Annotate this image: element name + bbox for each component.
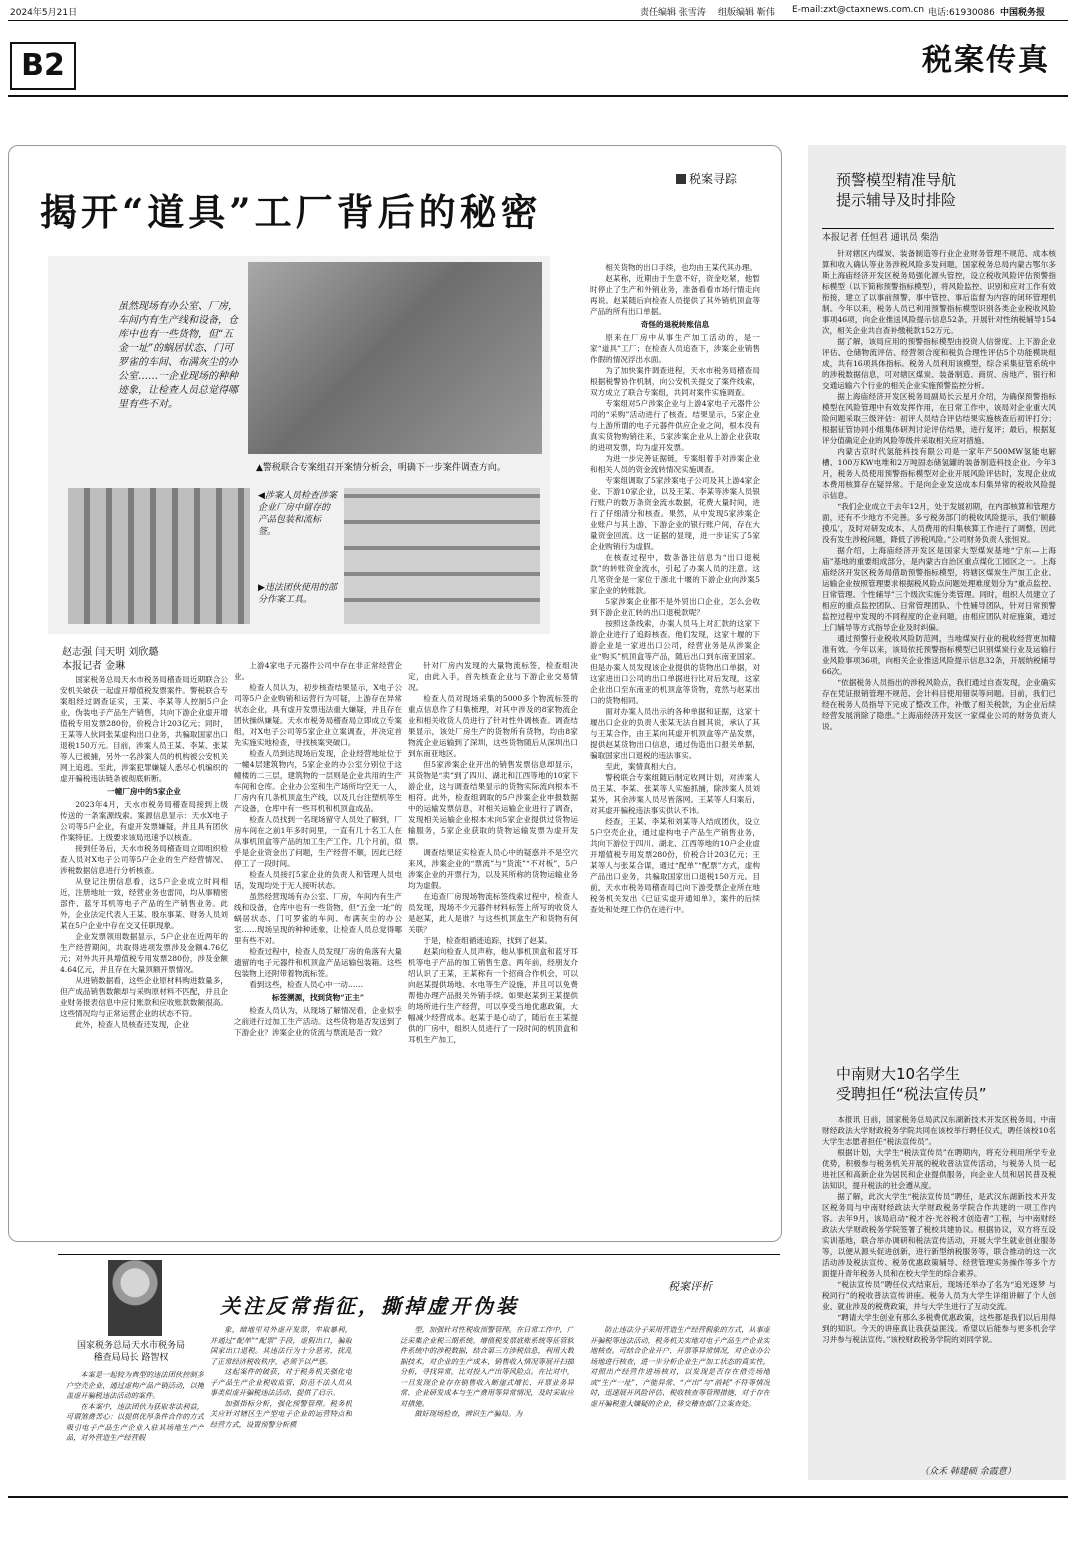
commentary-column-2: [210, 1325, 352, 1482]
pull-quote: 虽然现场有办公室、厂房，车间内有生产线和设备，仓库中也有一些货物，但“五金一址”的蜗居状态、门可罗雀的车间、布满灰尘的办公室……一企业现场的种种迹象，让检查人员总觉得哪里有些不对。: [118, 301, 238, 410]
main-column-4: [590, 262, 760, 1234]
paragraph: 面对办案人员出示的各种单据和证据，这家十堰出口企业的负责人张某无法自圆其说，承认了其与王某合作，由王某向其虚开机顶盒等产品发票，提供赵某货物出口信息，通过伪造出口报关单据，骗取国家出口退税的违法事实。: [590, 707, 760, 760]
commentary-column-1: [66, 1370, 204, 1482]
caption-meeting: ▲警税联合专案组召开案情分析会，明确下一步案件调查方向。: [256, 463, 506, 473]
paragraph: 在本案中，违法团伙为获取非法利益，可谓煞费苦心：以提供优厚条件合作的方式吸引电子产品生产企业入驻其场地生产产品，对外营造生产经营假: [66, 1401, 204, 1442]
paragraph: 内蒙古京时代氢能科技有限公司是一家年产500MW氢能电解槽、100万KW电堆和2万吨固态储氢罐的装备制造科技企业。今年3月，税务人员使用预警指标模型对企业开展风险评估时，发现企业成本费用核算存在疑异常。于是向企业发送成本归集异常的税收风险提示信息。: [822, 447, 1056, 500]
main-column-3: [408, 660, 578, 1234]
paragraph: 防止违法分子采用营造生产经营假象的方式，从事虚开骗税等违法活动，税务机关实地对电子产品生产企业实地核查。可结合企业开户、开票等异常情况，对企业办公场地进行核查，进一步分析企业生产加工状态的真实性，对照出产经营作进场核对，以发现是否存在借壳场地或“生产一址”，产能异常、“产出”与“消耗”不符等情况时，迅速展开风险评估、税收核查等管理措施，对于存在虚开骗税重大嫌疑的企业，移交稽查部门立案查处。: [590, 1325, 770, 1408]
paragraph: 虽然经营现场有办公室、厂房，车间内有生产线和设备，仓库中也有一些货物，但“五金一址”的蜗居状态、门可罗雀的车间、布满灰尘的办公室……现场呈现的种种迹象，让检查人员总觉得哪里有些不对。: [234, 892, 402, 945]
paragraph: 从登记注册信息看，这5户企业成立时间相近，注册地址一致，经营业务也雷同，均从事精密部件、蓝牙耳机等电子产品的生产销售业务。此外，企业法定代表人王某、殷东事某、财务人员刘某在5户企业中存在交叉任职现象。: [60, 877, 228, 930]
sidebar-story2-body: [822, 1114, 1056, 1464]
subheading: 一幢厂房中的5家企业: [107, 787, 181, 796]
paragraph: 针对厂房内发现的大量物流标签，检查组决定，由此入手，首先核查企业与下游企业交易情况。: [408, 661, 578, 692]
paragraph: 专案组调取了5家涉案电子公司及其上游4家企业、下游10家企业，以及王某、李某等涉案人员银行账户的数万条资金流水数据，花费大量时间，进行了仔细清分和核查。果然，从中发现5家涉案企业账户与其上游、下游企业的银行账户间，存在大量资金回流。这一证据的显现，进一步证实了5家企业购销行为虚假。: [590, 476, 760, 551]
paragraph: 看到这些，检查人员心中一动……: [249, 980, 364, 989]
paragraph: 检查人员认为，初步核查结果显示，X电子公司等5户企业购销和运营行为可疑，上游存在异常状态企业，具有虚开发票违法重大嫌疑，并且存在团伙操纵嫌疑。天水市税务局稽查局立即成立专案组，对X电子公司等5家企业立案调查，并决定首先实施实地检查，寻找核案突破口。: [234, 683, 402, 747]
paragraph: 调查结果证实检查人员心中的疑惑并不是空穴来风，涉案企业的“票流”与“货流”“不对板”，5户涉案企业的开票行为，以及其所称的货物运输业务均为虚假。: [408, 848, 578, 890]
paragraph: 针对辖区内煤炭、装备制造等行业企业财务管理不规范、成本核算和收入确认等业务涉税风险多发问题，国家税务总局内蒙古鄂尔多斯上海庙经济开发区税务局强化源头管控，设立税收风险评估预警指标模型（以下简称预警指标模型），将风险监控、识别和应对工作有效衔接，建立了以事前预警、事中管控、事后监督为内容的闭环管理机制。今年以来，税务人员已利用预警指标模型识别各类企业税收风险事项46项，向企业推送风险提示信息52条，开展针对性纳税辅导154次，相关企业共自查补缴税款152万元。: [822, 249, 1056, 335]
paragraph: 据上海庙经济开发区税务局副局长云星月介绍，为确保预警指标模型在风险管理中有效发挥作用，在日常工作中，该局对企业重大风险问题采取三级评估：初评人员结合评估结果实施核查后初评打分；根据征管协同小组集体研判讨论评估结果，进行复评；最后，根据复评分值确定企业的风险等级并采取相关应对措施。: [822, 392, 1056, 445]
paragraph: 从进销数据看，这些企业原材料购进数量多，但产成品销售数额却与采购原材料不匹配，并且企业财务报表信息中应付账款和应收账款数额很高。这些情况均与正常运营企业的状态不符。: [60, 976, 228, 1018]
paragraph: 根据计划，大学生“税法宣传员”在聘期内，将充分利用所学专业优势，积极参与税务机关开展的税收普法宣传活动，与税务人员一起进社区和高新企业为居民和企业提供服务，向企业人员和居民普及税法知识，提升税法的社会遵从度。: [822, 1148, 1056, 1190]
section-title: 税案传真: [922, 43, 1050, 78]
commentary-author-line2: 稽查局局长 路智权: [93, 1353, 169, 1363]
paragraph: 在追查厂房现场物流标签线索过程中，检查人员发现，现场不少元器件材料标签上所写的收货人是赵某，此人是谁？与这些机顶盒生产和货物有何关联？: [408, 892, 578, 934]
caption-inspection: ◀涉案人员检查涉案企业厂房中留存的产品包装和流标签。: [258, 491, 337, 537]
paragraph: 通过预警行业税收风险防范网，当地煤炭行业的税收经营更加精准有效。今年以来，该局依托预警指标模型已识别煤炭行业及运输行业风险事项36项，向相关企业推送风险提示信息32条，开展纳税辅导66次。: [822, 634, 1056, 676]
paragraph: 做好现场检查，辨识生产骗局。为: [414, 1409, 523, 1418]
contact-phone: 电话:61930086: [928, 8, 995, 18]
paragraph: 加强指标分析，强化预警管理。税务机关应针对辖区生产型电子企业的运营特点和经营方式，设置预警分析模: [210, 1398, 352, 1429]
contact-email: E-mail:zxt@ctaxnews.com.cn: [792, 5, 925, 15]
authors: 赵志强 闫天明 刘欣璐: [62, 647, 159, 658]
paragraph: 至此，案情真相大白。: [605, 762, 682, 771]
sidebar-story2-title-1: 中南财大10名学生: [836, 1065, 961, 1083]
paragraph: 为了加快案件调查进程，天水市税务局稽查局根据税警协作机制，向公安机关提交了案件线索，双方成立了联合专案组，共同对案件实施调查。: [590, 366, 760, 397]
paragraph: 检查过程中，检查人员发现厂房的角落有大量遗留的电子元器件和机顶盒产品运输包装箱。这些包装物上还附带着物流标签。: [234, 947, 402, 978]
sidebar-story2-title-2: 受聘担任“税法宣传员”: [836, 1085, 987, 1103]
paragraph: 为进一步完善证据链，专案组着手对涉案企业和相关人员的资金流转情况实施调查。: [590, 454, 760, 474]
page-number: B2: [10, 42, 76, 90]
paragraph: 按照这条线索，办案人员马上对汇款的这家下游企业进行了追踪核查。他们发现，这家十堰的下游企业是一家进出口公司，经营业务是从涉案企业“购买”机顶盒等产品，随后出口到东南亚国家。但是办案人员发现该企业提供的货物出口单据，对这家进出口公司的出口单据进行比对后发现，这家企业出口至东南亚的机顶盒等货物，竟然与赵某出口的货物相同。: [590, 619, 760, 705]
paragraph: 在核查过程中，数条备注信息为“出口退税款”的转账资金流水，引起了办案人员的注意。这几笔资金是一家位于浙北十堰的下游企业向涉案5家企业的转账款。: [590, 553, 760, 595]
header-rule: [8, 95, 1068, 97]
main-column-2: [234, 660, 402, 1234]
commentary-title: 关注反常指征，撕掉虚开伪装: [220, 1294, 519, 1318]
paragraph: 据了解，此次大学生“税法宣传员”聘任，是武汉东湖新技术开发区税务局与中南财经政法大学财政税务学院合作共建的一项工作内容。去年9月，该局启动“税才谷·光谷税才创造者”工程，与中南财经政法大学财政税务学院签署了税校共建协议。根据协议，双方将互设实训基地，联合举办调研和税法宣传活动，开展大学生就业创业服务等，以便从源头促进创新，进行新型纳税服务等，联合推动的这一次活动涉及税法宣传、税务优惠政策辅导、经营管理实务操作等多个方面提升青年税务人员和在校大学生的综合素养。: [822, 1192, 1056, 1278]
subheading: 奇怪的退税转账信息: [640, 320, 710, 329]
paragraph: 警税联合专案组随后制定收网计划，对涉案人员王某、李某、张某等人实施抓捕，除涉案人员刘某外，其余涉案人员尽皆落网。王某等人归案后，对其虚开骗税违法事实供认不讳。: [590, 773, 760, 815]
paragraph: “税法宣传员”聘任仪式结束后，现场还举办了名为“追光逐梦 与税同行”的税收普法宣传讲座。税务人员为大学生详细讲解了个人创业、就业涉及的税费政策，并与大学生进行了互动交流。: [822, 1280, 1056, 1311]
paragraph: 赵某向检查人员声称，他从事机顶盒和蓝牙耳机等电子产品的加工销售生意。两年前，经朋友介绍认识了王某，王某称有一个招商合作机会，可以向赵某提供场地、水电等生产设施，并且可以免费帮他办理产品报关外销手续。如果赵某到王某提供的场所进行生产经营，可以享受当地优惠政策，大幅减少经营成本。赵某于是心动了，随后在王某提供的厂房中，组织人员进行了一段时间的机顶盒和耳机生产加工，: [408, 947, 578, 1044]
paragraph: 检查人员找到一名现场留守人员处了解到，厂房车间在之前1年多时间里，一直有几十名工人在从事机顶盒等产品的加工生产工作。几个月前，似乎是企业资金出了问题，生产经营不顺，因此已经停工了一段时间。: [234, 815, 402, 868]
paragraph: 经查，王某、李某和刘某等人结成团伙，设立5户空壳企业，通过虚构电子产品生产销售业务，共向下游位于四川、湖北、江西等地的10户企业虚开增值税专用发票280份，价税合计203亿元；王某等人与张某合谋，通过“配单”“配票”方式，虚构产品出口业务，共骗取国家出口退税150万元。目前，天水市税务局稽查局已向下游受票企业所在地税务机关发出《已证实虚开通知单》，案件的后续查处和处理工作仍在进行中。: [590, 817, 760, 914]
paragraph: 据了解，该局应用的预警指标模型由投资人信誉度、上下游企业评估、仓储物流评估、经营领合度和税负合理性评估5个功能模块组成，共有16项具体指标。税务人员利用该模型，综合采集征管系统中的涉税数据信息，可对辖区煤炭、装备制造、商贸、房地产、银行和交通运输六个行业的相关企业实施预警监控分析。: [822, 337, 1056, 390]
sidebar-story1-byline: 本报记者 任恒君 通讯员 柴浩: [822, 233, 939, 243]
paragraph: 于是，检查组循迹追踪，找到了赵某。: [423, 936, 553, 945]
editor-credit: 责任编辑 张雪涛: [640, 8, 706, 18]
paragraph: 检查人员接打5家企业的负责人和管理人员电话，发现均处于无人接听状态。: [234, 870, 402, 890]
paragraph: 原来在厂房中从事生产加工活动的，是一家“道具”工厂；在检查人员追查下，涉案企业销售作假的情况浮出水面。: [590, 333, 760, 364]
main-column-1: [60, 674, 228, 1234]
paragraph: 象，暗地里对外虚开发票，牟取暴利，并通过“配单”“配票”手段，虚假出口，骗取国家出口退税。其违法行为十分恶劣，扰乱了正常经济税收秩序，必须予以严惩。: [210, 1325, 352, 1366]
tools-photo: [344, 488, 540, 624]
paragraph: 检查人员认为，从现场了解情况看，企业似乎之前进行过加工生产活动。这些货物是否发送到了下游企业？涉案企业的货流与票流是否一致？: [234, 1006, 402, 1037]
paragraph: 赵某称，近期由于生意不好，资金吃紧，他暂时停止了生产和外销业务，准备看看市场行情走向再说。赵某随后向检查人员提供了其外销机顶盒等产品的所有出口单据。: [590, 274, 760, 316]
commentary-column-4: [590, 1325, 770, 1482]
paragraph: “聘请大学生创业有那么多税费优惠政策，这些都是我们以后用得到的知识。今天的讲座真让我获益匪浅。希望以后能参与更多机会学习并参与税法宣传。”该校财政税务学院的刘同学说。: [822, 1313, 1056, 1344]
reporter: 本报记者 金琳: [62, 661, 126, 672]
sidebar-rule: [822, 228, 1054, 229]
commentary-tag: 税案评析: [668, 1280, 712, 1293]
paragraph: 本报讯 日前，国家税务总局武汉东湖新技术开发区税务局、中南财经政法大学财政税务学院共同在该校举行聘任仪式，聘任该校10名大学生志愿者担任“税法宣传员”。: [822, 1115, 1056, 1146]
paragraph: “依据税务人员指出的涉税风险点，我们通过自查发现，企业确实存在凭证报销管理不规范、会计科目使用错误等问题。目前，我们已经在税务人员指导下完成了整改工作，补缴了相关税款，为企业后续经营发展消除了隐患。”上海庙经济开发区一家煤业公司的财务负责人说。: [822, 678, 1056, 731]
sidebar-story1-body: [822, 248, 1056, 1056]
author-portrait: [108, 1260, 162, 1336]
sidebar-story1-title-1: 预警模型精准导航: [836, 171, 957, 189]
caption-tools: ▶违法团伙使用的部分作案工具。: [258, 583, 337, 605]
paragraph: 据介绍，上海庙经济开发区是国家大型煤炭基地“宁东—上海庙”基地的重要组成部分，是内蒙古自治区重点煤化工园区之一。上海庙经济开发区税务局借助预警指标模型，将辖区煤炭生产加工企业、运输企业按照管理要求根据税风险点问题处理难度划分为“重点监控、日常管理、个性辅导”三个级次实施分类管理。同时，组织人员建立了相应的重点监控团队、日常管理团队、个性辅导团队，针对日常预警监控过程中发现的不同程度的企业问题，由相应团队对症施策，通过上门辅导等方式指导企业及时纠偏。: [822, 546, 1056, 632]
commentary-author: [66, 1340, 196, 1364]
masthead-strip: [0, 0, 1076, 20]
meeting-photo: [248, 262, 542, 454]
paragraph: 检查人员到达现场后发现，企业经营地址位于一幢4层建筑物内，5家企业的办公室分别位于这幢楼的二三层，建筑物的一层则是企业共用的生产车间和仓库。企业办公室和生产场所均空无一人，厂房内有几条机顶盒生产线，以及几台注塑机等生产设备，仓库中有一些耳机和机顶盒成品。: [234, 749, 402, 813]
column-tag: 税案寻踪: [676, 170, 737, 187]
paragraph: 企业发票领用数据显示，5户企业在近两年的生产经营期间，共取得进项发票涉及金额4.76亿元；对外共开具增值税专用发票280份，涉及金额4.64亿元，并且存在大量顶额开票情况。: [60, 932, 228, 974]
commentary-rule: [58, 1254, 780, 1255]
commentary-column-3: [400, 1325, 574, 1482]
paragraph: 相关货物的出口手续，也均由王某代其办理。: [605, 263, 758, 272]
paragraph: 本案是一起较为典型的违法团伙控制多户空壳企业，通过虚构产品产销活动，以掩盖虚开骗税违法活动的案件。: [66, 1370, 204, 1400]
issue-date: 2024年5月21日: [10, 8, 78, 18]
paragraph: 此外，检查人员核查还发现，企业: [75, 1020, 190, 1029]
paper-name: 中国税务报: [1000, 8, 1046, 18]
paragraph: 5家涉案企业都不是外贸出口企业，怎么会收到下游企业汇转的出口退税款呢？: [590, 597, 760, 617]
paragraph: 检查人员对现场采集的5000多个物流标签的重点信息作了归集梳理，对其中涉及的8家物流企业和相关收货人员进行了针对性外调核查。调查结果显示，该处厂房生产的货物所有货物，均由8家物流企业运输到了深圳，这些货物随后从深圳出口到东南亚地区。: [408, 694, 578, 758]
paragraph: 接到任务后，天水市税务局稽查局立即组织检查人员对X电子公司等5户企业的生产经营情况、涉税数据信息进行分析核查。: [60, 844, 228, 875]
layout-credit: 组版编辑 靳伟: [718, 8, 775, 18]
paragraph: 专案组对5户涉案企业与上游4家电子元器件公司的“采购”活动进行了核查。结果显示，5家企业与上游所谓的电子元器件供应企业之间，根本没有真实货物购销往来，5家涉案企业从上游企业获取的进项发票，均为虚开发票。: [590, 399, 760, 452]
sidebar-story2-signature: （众禾 韩建硕 余霞意）: [920, 1467, 1016, 1477]
bottom-rule: [8, 1496, 1068, 1498]
paragraph: 型，加强针对性税收预警管理。在日常工作中，广泛采集企业税三期系统、增值税发票底账系统等征管软件系统中的涉税数据，结合第三方涉税信息，利用大数据技术，对企业的生产成本、销售收入情况等展开扫描分析，寻找异常，比对投入产出等风险点。在比对中，一旦发现企业存在销售收入断崖式增长、开票业务异常、企业研发成本与生产费用等异常情况，及时采取应对措施。: [400, 1325, 574, 1408]
paragraph: “我们企业成立于去年12月，处于发展初期，在内部核算和管理方面，还有不少地方不完善。多亏税务部门的税收风险提示，我们‘顺藤摸瓜’，及时对研发成本、人员费用的归集核算工作进行了调整，因此没有发生涉税问题，降低了涉税风险。”公司财务负责人张恒说。: [822, 502, 1056, 544]
inspection-photo: [68, 488, 250, 624]
paragraph: 国家税务总局天水市税务局稽查局近期联合公安机关破获一起虚开增值税发票案件。警税联合专案组经过调查证实，王某、李某等人控制5户企业，伪装电子产品生产销售，共向下游企业虚开增值税专用发票280份，价税合计203亿元；同时，王某等人伙同张某虚构出口业务，共骗取国家出口退税150万元。目前，涉案人员王某、李某、张某等人已被捕，另外一名涉案人员的机构被公安机关网上追逃。至此，涉案犯罪嫌疑人悉尽心机编织的虚开骗税违法链条被彻底斩断。: [60, 675, 228, 783]
sidebar-story1-title-2: 提示辅导及时排险: [836, 191, 957, 209]
paragraph: 但5家涉案企业开出的销售发票信息却显示，其货物是“卖”到了四川、湖北和江西等地的10家下游企业，这与调查结果显示的货物实际流向根本不相符。此外，检查组调取的5户涉案企业申报数据中的运输发票信息，对相关运输企业进行了调查，发现相关运输企业根本未向5家企业提供过货物运输服务，5家企业获取的货物运输发票为虚开发票。: [408, 760, 578, 846]
subheading: 标签溯源，找到货物“正主”: [271, 993, 365, 1002]
paragraph: 这起案件的破获，对于税务机关强化电子产品生产企业税收监管，防范不法人员从事类似虚开骗税违法活动，提供了启示。: [210, 1367, 352, 1397]
headline: 揭开“道具”工厂背后的秘密: [40, 190, 542, 234]
commentary-author-line1: 国家税务总局天水市税务局: [76, 1341, 185, 1351]
paragraph: 2023年4月，天水市税务局稽查局接到上级传送的一条案源线索。案源信息显示：天水X电子公司等5户企业，有虚开发票嫌疑，并且具有团伙作案特征。上级要求该局迅速予以核查。: [60, 800, 228, 842]
top-rule: [8, 20, 1068, 21]
paragraph: 上游4家电子元器件公司中存在非正常经营企业。: [234, 661, 402, 681]
